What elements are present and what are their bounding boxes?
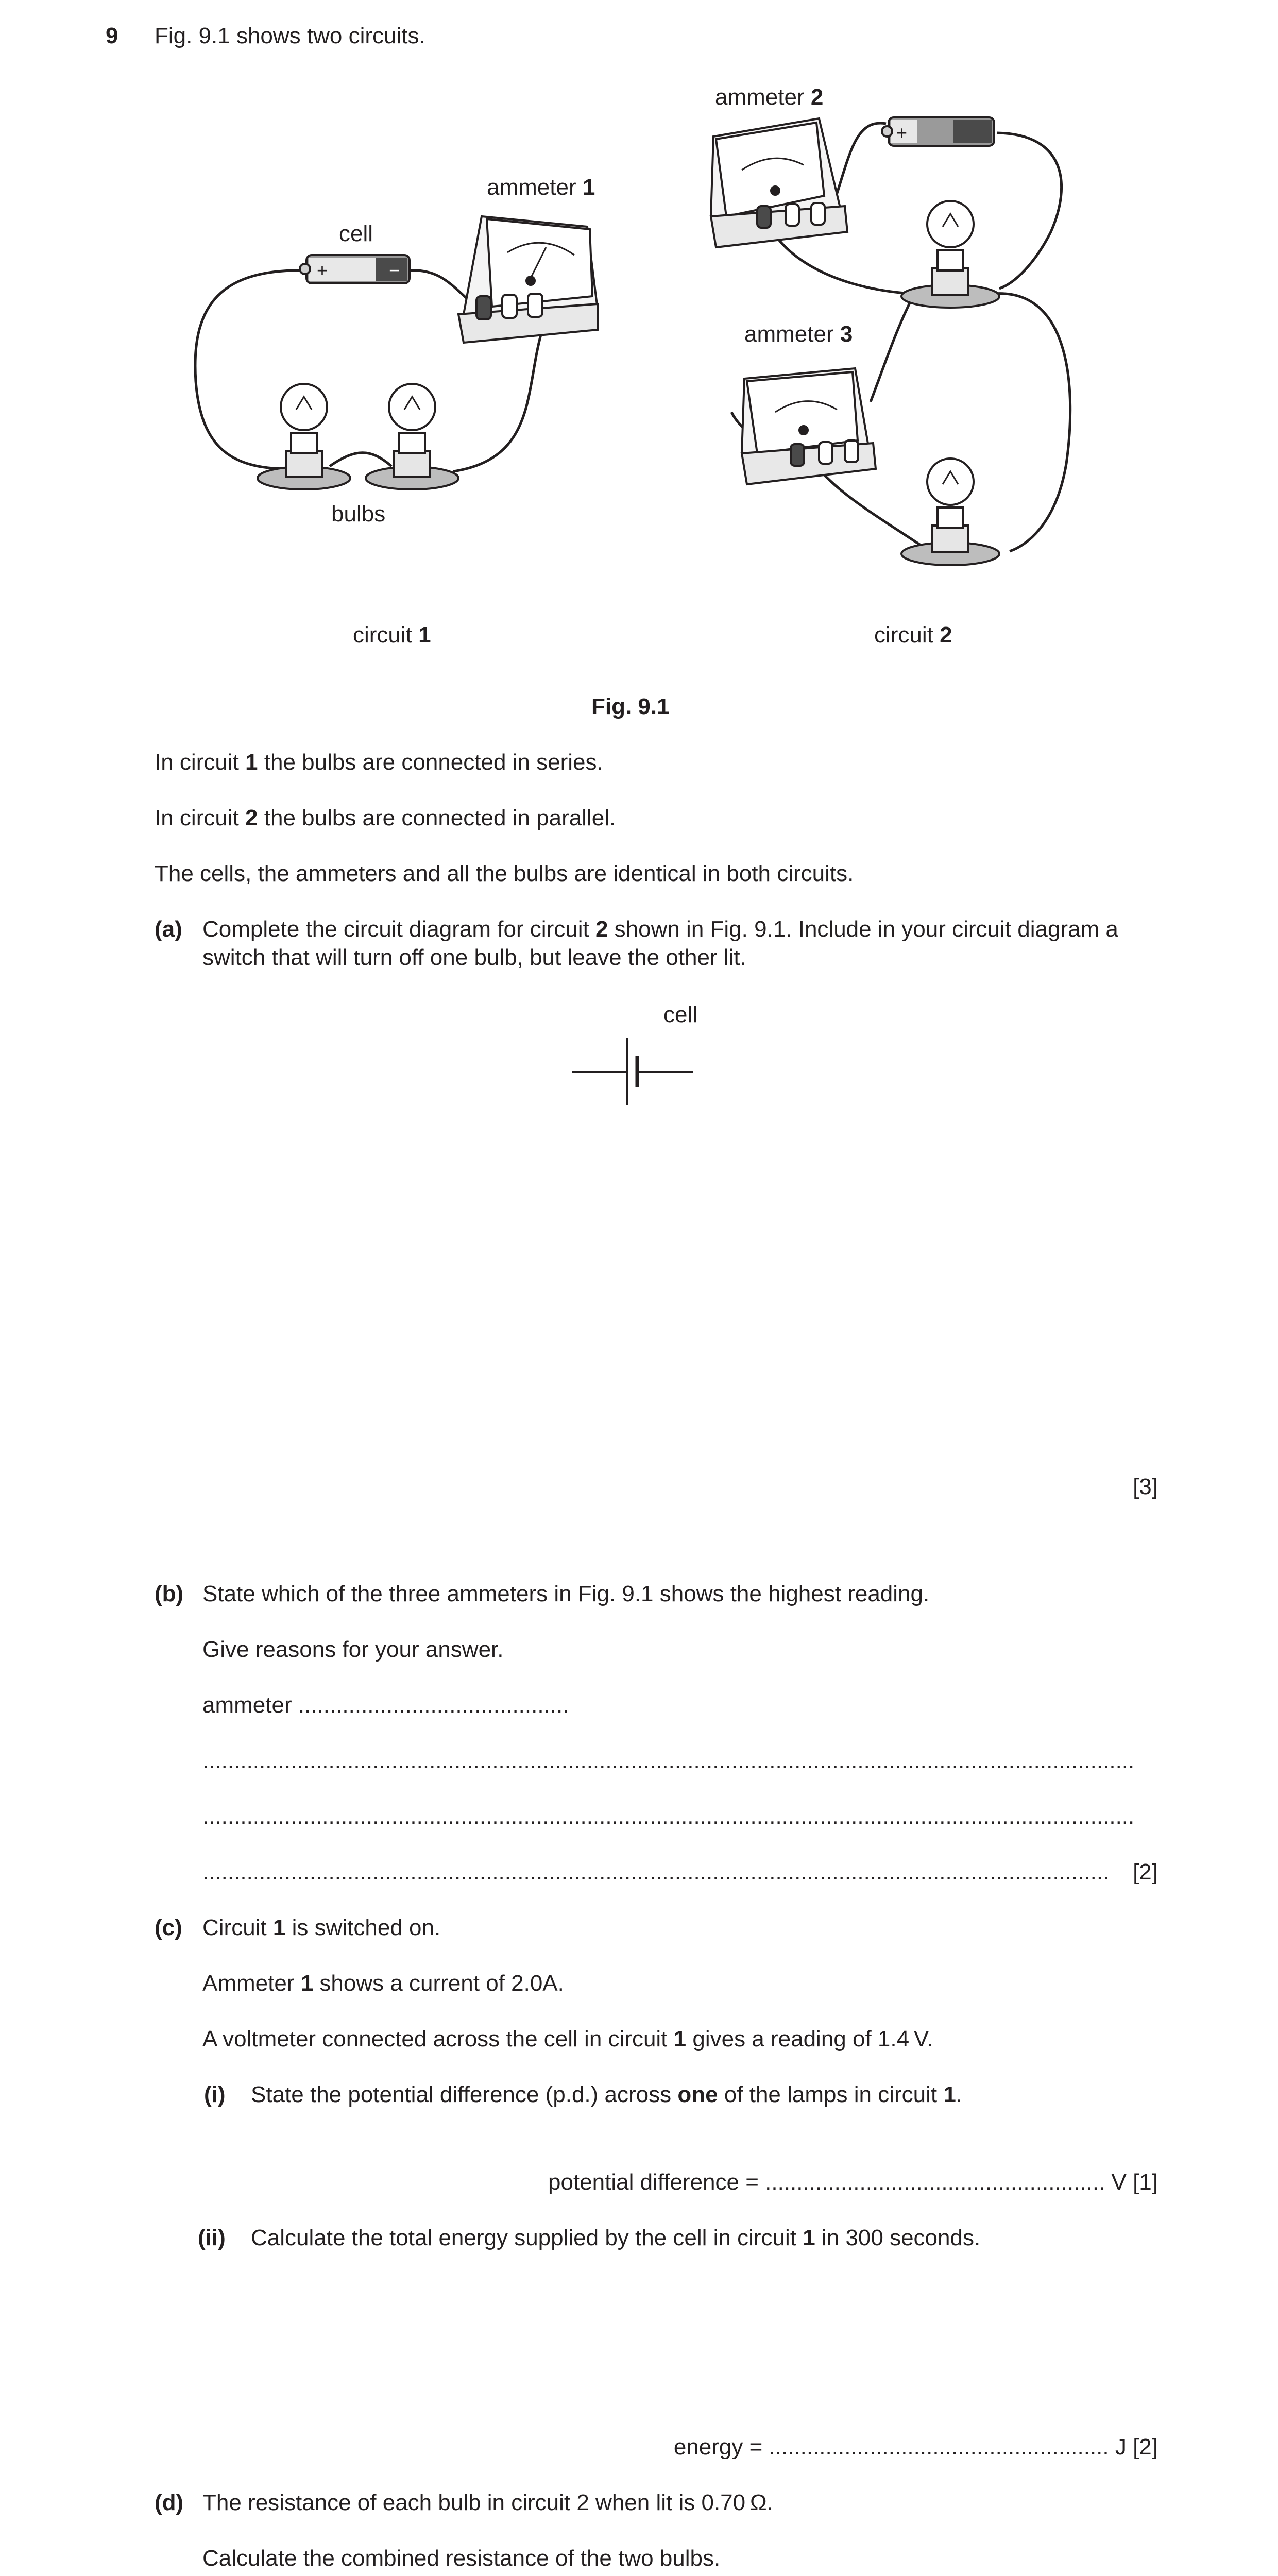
- label-ammeter-3: ammeter 3: [744, 321, 853, 347]
- circuit2-wire-amm3-bulb2: [814, 464, 922, 546]
- part-c-ii-label: (ii): [198, 2225, 226, 2250]
- part-d-line1: The resistance of each bulb in circuit 2 when lit is 0.70 Ω.: [202, 2490, 774, 2515]
- circuit2-wire-amm2-cell: [834, 123, 886, 201]
- part-c-ii-text: Calculate the total energy supplied by the cell in circuit 1 in 300 seconds.: [251, 2225, 981, 2250]
- statement-identical: The cells, the ammeters and all the bulbs are identical in both circuits.: [155, 861, 854, 886]
- part-b-label: (b): [155, 1581, 184, 1606]
- part-b-line2: Give reasons for your answer.: [202, 1637, 504, 1662]
- circuit2-bulb-top: [901, 201, 999, 308]
- label-ammeter-1: ammeter 1: [487, 175, 595, 200]
- part-b-reason-line-1[interactable]: ....................................................................................................................................................: [202, 1748, 1135, 1773]
- answer-area-a[interactable]: [202, 1128, 1166, 1448]
- statement-series: In circuit 1 the bulbs are connected in series.: [155, 750, 603, 775]
- part-c-i-text: State the potential difference (p.d.) across one of the lamps in circuit 1.: [251, 2082, 963, 2107]
- part-c-line1: Circuit 1 is switched on.: [202, 1915, 441, 1940]
- part-b-reason-line-3[interactable]: ................................................................................................................................................: [202, 1859, 1110, 1885]
- part-c-i-label: (i): [204, 2082, 226, 2107]
- figure-caption: Fig. 9.1: [591, 694, 670, 719]
- part-c-ii-answer[interactable]: energy = ...................................................... J [2]: [673, 2434, 1158, 2460]
- answer-area-c-ii[interactable]: [251, 2277, 1157, 2421]
- cell-symbol-label: cell: [663, 1002, 698, 1027]
- part-a-label: (a): [155, 917, 182, 942]
- cell1-plus: +: [317, 260, 328, 281]
- ammeter-2: [711, 118, 847, 247]
- part-c-label: (c): [155, 1915, 182, 1940]
- circuit2-wire-bulb-amm3: [871, 299, 912, 402]
- circuit2-wire-right-down: [994, 294, 1070, 551]
- part-c-i-answer[interactable]: potential difference = ...................................................... V [1]: [548, 2170, 1158, 2195]
- label-circuit-2: circuit 2: [874, 622, 952, 648]
- label-cell: cell: [339, 221, 373, 246]
- part-d-line2: Calculate the combined resistance of the two bulbs.: [202, 2546, 721, 2571]
- part-a-line2: switch that will turn off one bulb, but leave the other lit.: [202, 945, 746, 970]
- circuit2-bulb-bottom: [901, 459, 999, 565]
- label-bulbs: bulbs: [331, 501, 386, 527]
- question-intro: Fig. 9.1 shows two circuits.: [155, 23, 425, 48]
- circuit1-bulb-left: [258, 384, 350, 489]
- part-d-label: (d): [155, 2490, 184, 2515]
- circuit1-wire-between-bulbs: [330, 453, 391, 466]
- part-b-marks: [2]: [1133, 1859, 1158, 1885]
- ammeter-1: [458, 216, 598, 343]
- circuit2-wire-cell-right: [997, 133, 1062, 289]
- question-number: 9: [106, 23, 118, 48]
- part-a-marks: [3]: [1133, 1474, 1158, 1499]
- cell-symbol: [569, 1030, 703, 1113]
- part-b-line1: State which of the three ammeters in Fig. 9.1 shows the highest reading.: [202, 1581, 930, 1606]
- part-a-line1: Complete the circuit diagram for circuit 2 shown in Fig. 9.1. Include in your circuit diagram a: [202, 917, 1118, 942]
- part-c-line3: A voltmeter connected across the cell in circuit 1 gives a reading of 1.4 V.: [202, 2026, 933, 2052]
- figure-9-1: [0, 0, 1278, 721]
- circuit1-bulb-right: [366, 384, 458, 489]
- part-c-line2: Ammeter 1 shows a current of 2.0A.: [202, 1971, 564, 1996]
- label-circuit-1: circuit 1: [353, 622, 431, 648]
- label-ammeter-2: ammeter 2: [715, 84, 824, 110]
- circuit1-wire-ammeter-bulb: [453, 335, 541, 471]
- cell2-plus: +: [896, 122, 908, 143]
- statement-parallel: In circuit 2 the bulbs are connected in parallel.: [155, 805, 616, 831]
- part-b-reason-line-2[interactable]: ....................................................................................................................................................: [202, 1804, 1135, 1829]
- ammeter-3: [742, 368, 876, 484]
- part-b-ammeter-answer[interactable]: ammeter ...........................................: [202, 1692, 569, 1718]
- cell1-minus: −: [389, 260, 400, 281]
